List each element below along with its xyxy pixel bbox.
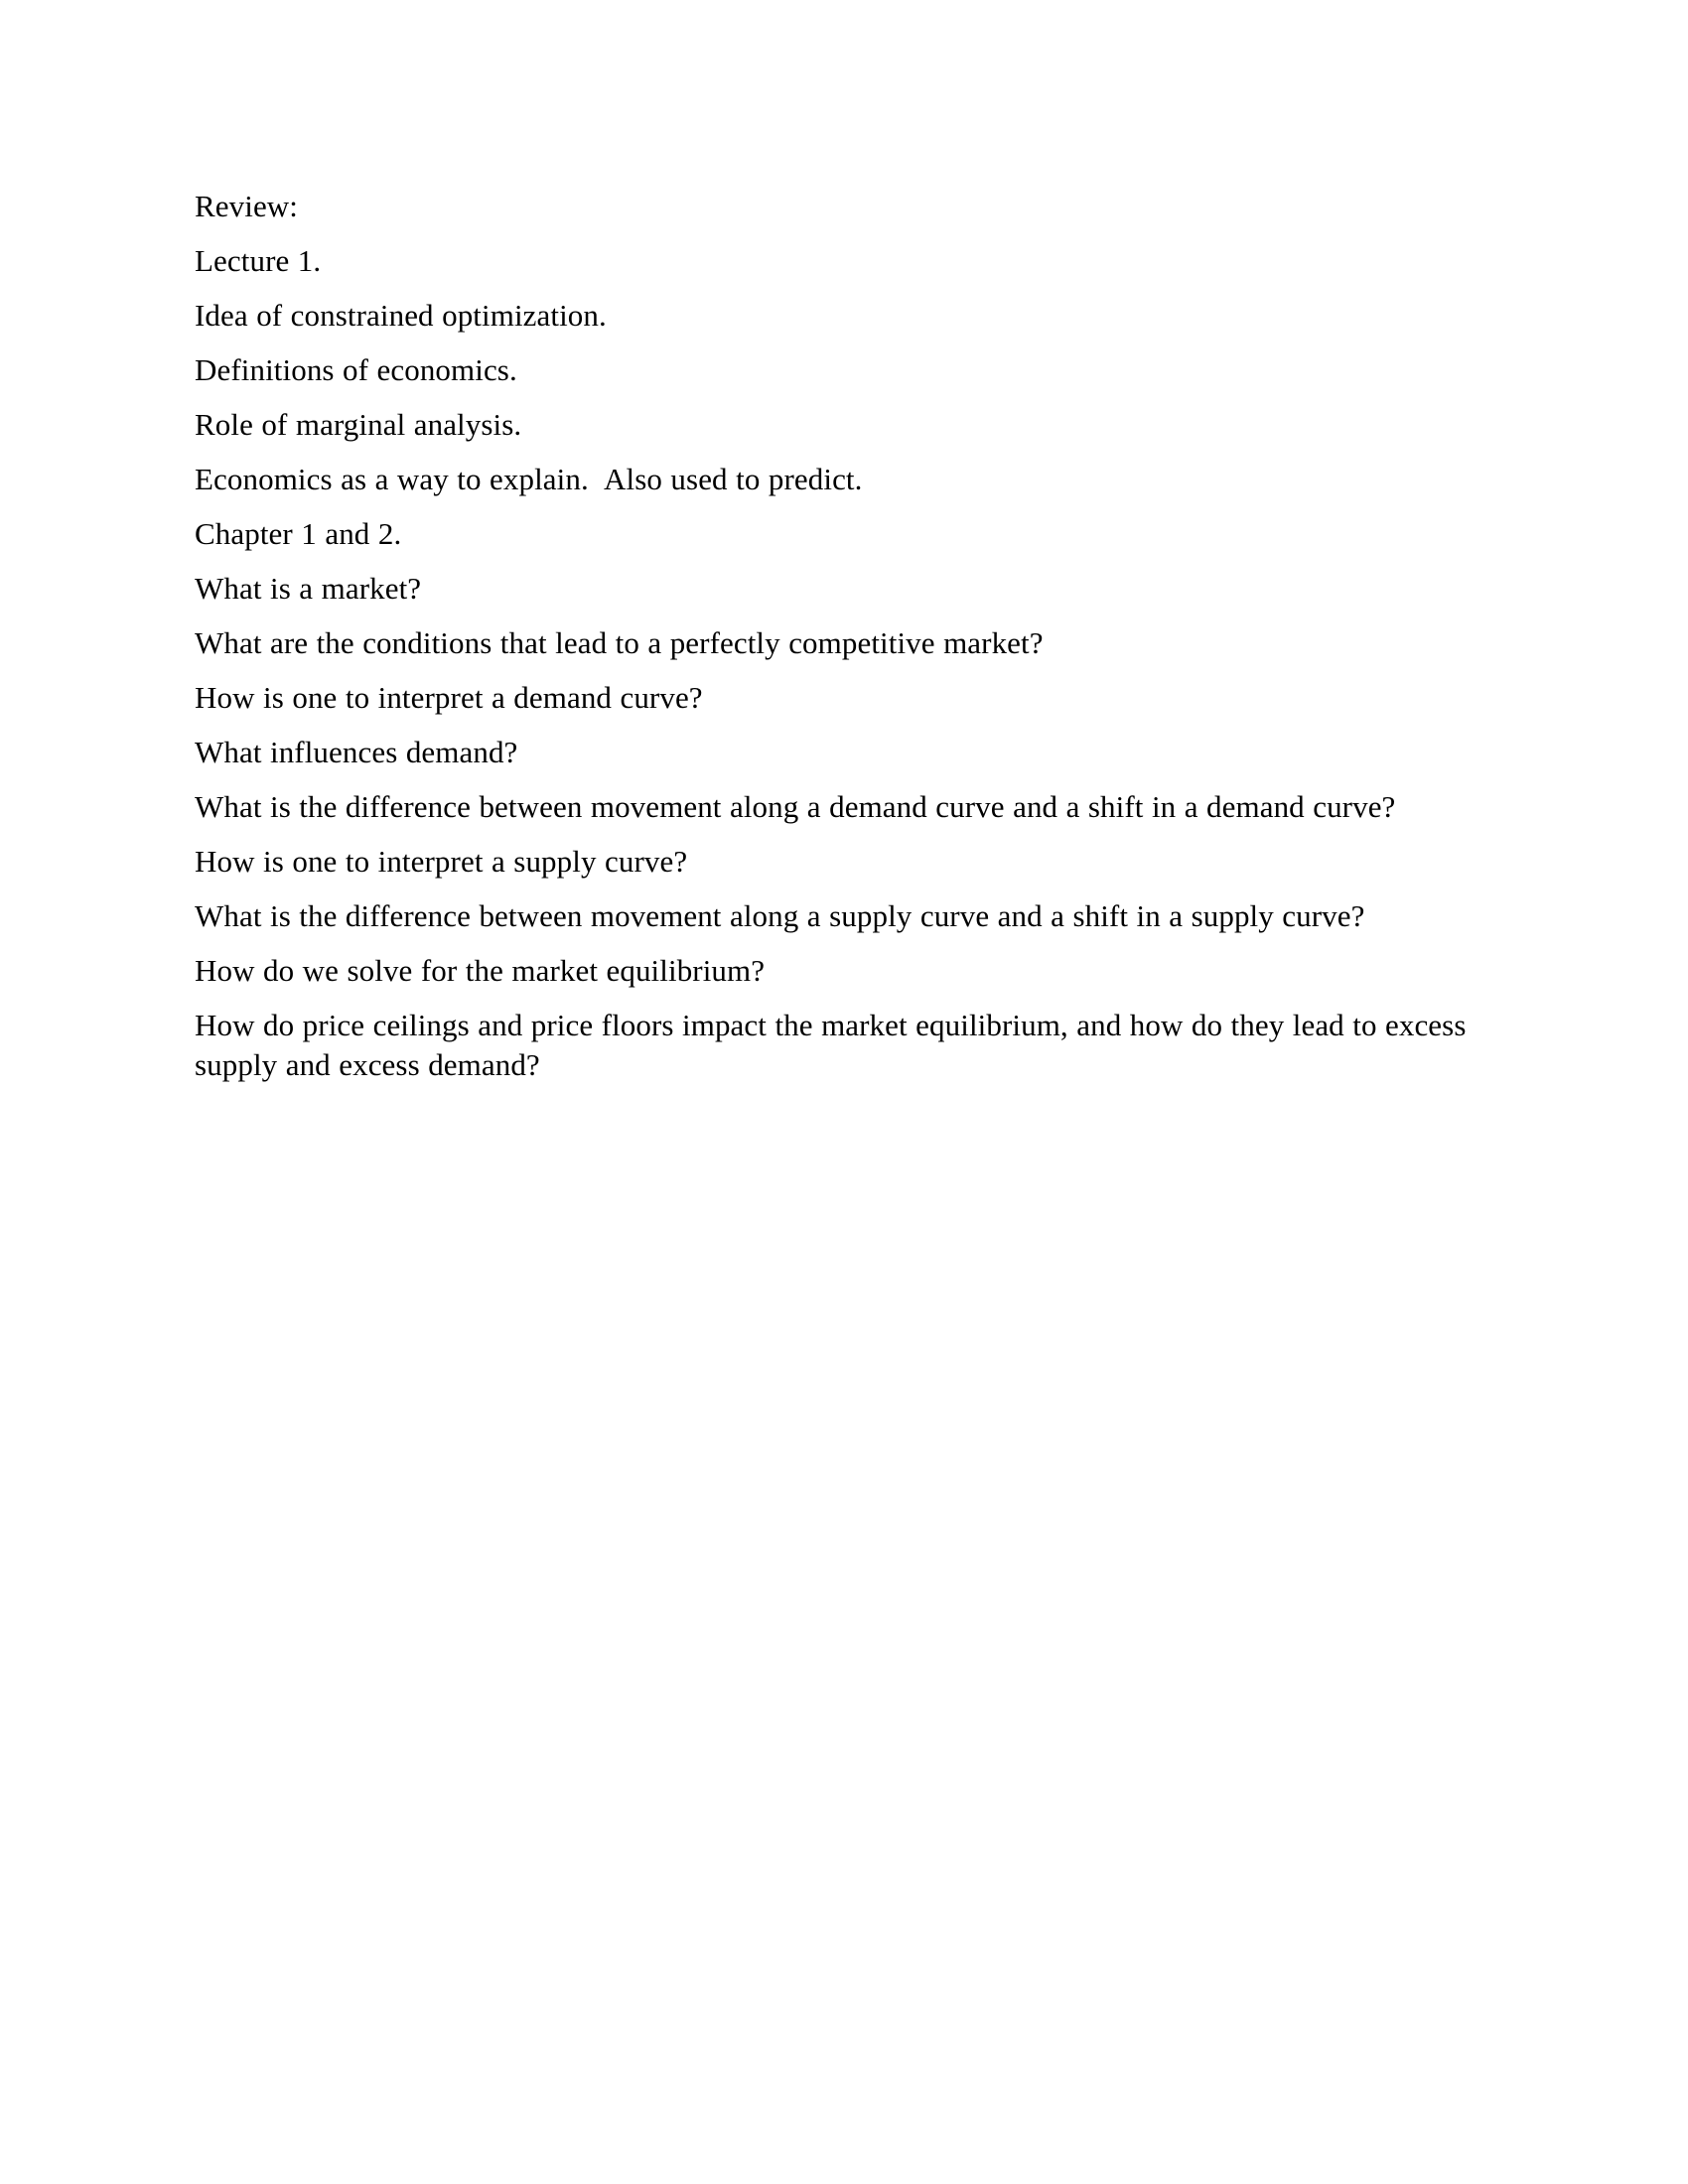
document-body	[195, 187, 1485, 1085]
paragraph-what-is-a-market: What is a market?	[195, 571, 422, 606]
paragraph-interpret-supply-curve: How is one to interpret a supply curve?	[195, 844, 688, 879]
paragraph-price-ceilings-and-floors: How do price ceilings and price floors impact the market equilibrium, and how do they lead to excess supply and excess demand?	[195, 1008, 1475, 1082]
paragraph-idea-constrained-optimization: Idea of constrained optimization.	[195, 298, 607, 333]
paragraph-demand-movement-vs-shift: What is the difference between movement along a demand curve and a shift in a demand curve?	[195, 789, 1396, 824]
paragraph-review-heading: Review:	[195, 189, 299, 223]
paragraph-what-influences-demand: What influences demand?	[195, 735, 518, 769]
paragraph-lecture-1: Lecture 1.	[195, 243, 322, 278]
paragraph-interpret-demand-curve: How is one to interpret a demand curve?	[195, 680, 703, 715]
paragraph-perfectly-competitive-conditions: What are the conditions that lead to a perfectly competitive market?	[195, 625, 1044, 660]
paragraph-chapter-1-and-2: Chapter 1 and 2.	[195, 516, 402, 551]
paragraph-definitions-of-economics: Definitions of economics.	[195, 352, 517, 387]
paragraph-economics-explain-predict: Economics as a way to explain. Also used to predict.	[195, 462, 863, 496]
paragraph-role-of-marginal-analysis: Role of marginal analysis.	[195, 407, 522, 442]
paragraph-solve-market-equilibrium: How do we solve for the market equilibrium?	[195, 953, 766, 988]
paragraph-supply-movement-vs-shift: What is the difference between movement along a supply curve and a shift in a supply curve?	[195, 898, 1365, 933]
